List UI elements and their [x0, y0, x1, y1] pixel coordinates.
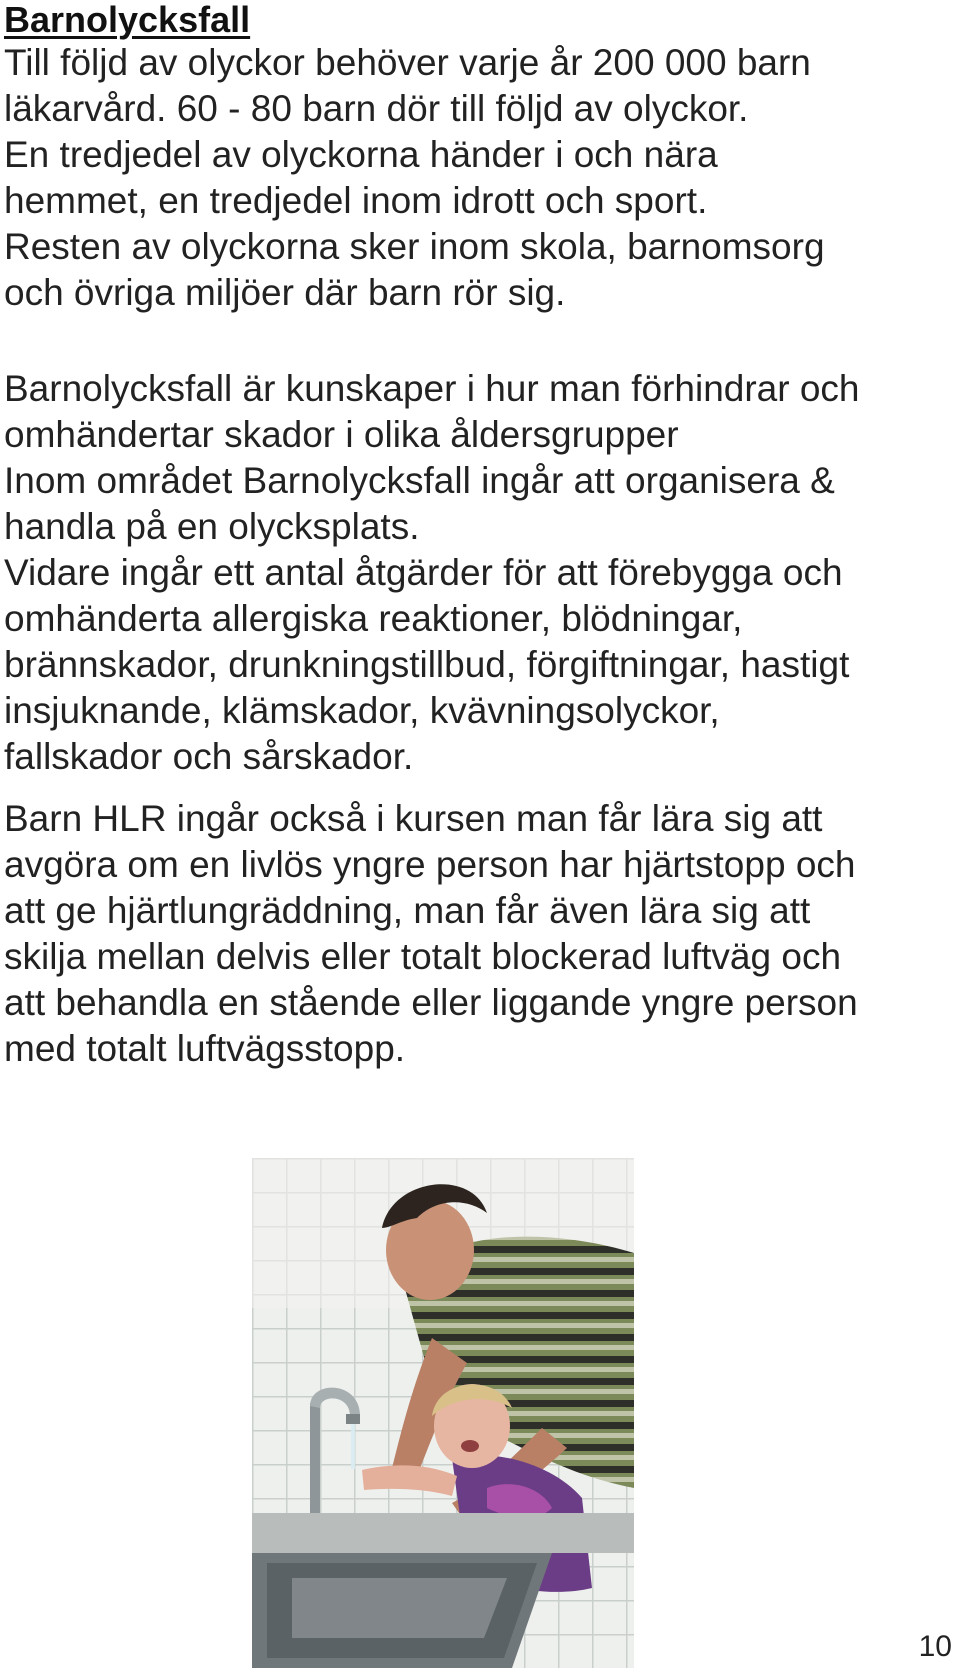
- paragraph-statistics: [4, 40, 825, 316]
- text-line: avgöra om en livlös yngre person har hjärtstopp och: [4, 844, 856, 885]
- text-line: att ge hjärtlungräddning, man får även lära sig att: [4, 890, 811, 931]
- text-line: Inom området Barnolycksfall ingår att organisera &: [4, 460, 835, 501]
- text-line: läkarvård. 60 - 80 barn dör till följd av olyckor.: [4, 88, 749, 129]
- text-line: insjuknande, klämskador, kvävningsolyckor,: [4, 690, 720, 731]
- photo-illustration: [252, 1158, 634, 1668]
- text-line: fallskador och sårskador.: [4, 736, 414, 777]
- text-line: Barn HLR ingår också i kursen man får lära sig att: [4, 798, 823, 839]
- text-line: handla på en olycksplats.: [4, 506, 420, 547]
- photo-adult-cooling-child-burn: [252, 1158, 634, 1668]
- text-line: Resten av olyckorna sker inom skola, barnomsorg: [4, 226, 825, 267]
- text-line: Vidare ingår ett antal åtgärder för att förebygga och: [4, 552, 843, 593]
- text-line: med totalt luftvägsstopp.: [4, 1028, 406, 1069]
- text-line: omhändertar skador i olika åldersgrupper: [4, 414, 679, 455]
- text-line: brännskador, drunkningstillbud, förgiftningar, hastigt: [4, 644, 850, 685]
- text-line: Barnolycksfall är kunskaper i hur man förhindrar och: [4, 368, 860, 409]
- text-line: och övriga miljöer där barn rör sig.: [4, 272, 566, 313]
- text-line: hemmet, en tredjedel inom idrott och sport.: [4, 180, 708, 221]
- paragraph-child-cpr: [4, 796, 858, 1072]
- paragraph-course-content: [4, 366, 860, 780]
- text-line: skilja mellan delvis eller totalt blockerad luftväg och: [4, 936, 842, 977]
- page-title: Barnolycksfall: [4, 0, 251, 40]
- text-line: En tredjedel av olyckorna händer i och nära: [4, 134, 718, 175]
- text-line: omhänderta allergiska reaktioner, blödningar,: [4, 598, 743, 639]
- page-number: 10: [918, 1630, 952, 1663]
- text-line: att behandla en stående eller liggande yngre person: [4, 982, 858, 1023]
- text-line: Till följd av olyckor behöver varje år 200 000 barn: [4, 42, 811, 83]
